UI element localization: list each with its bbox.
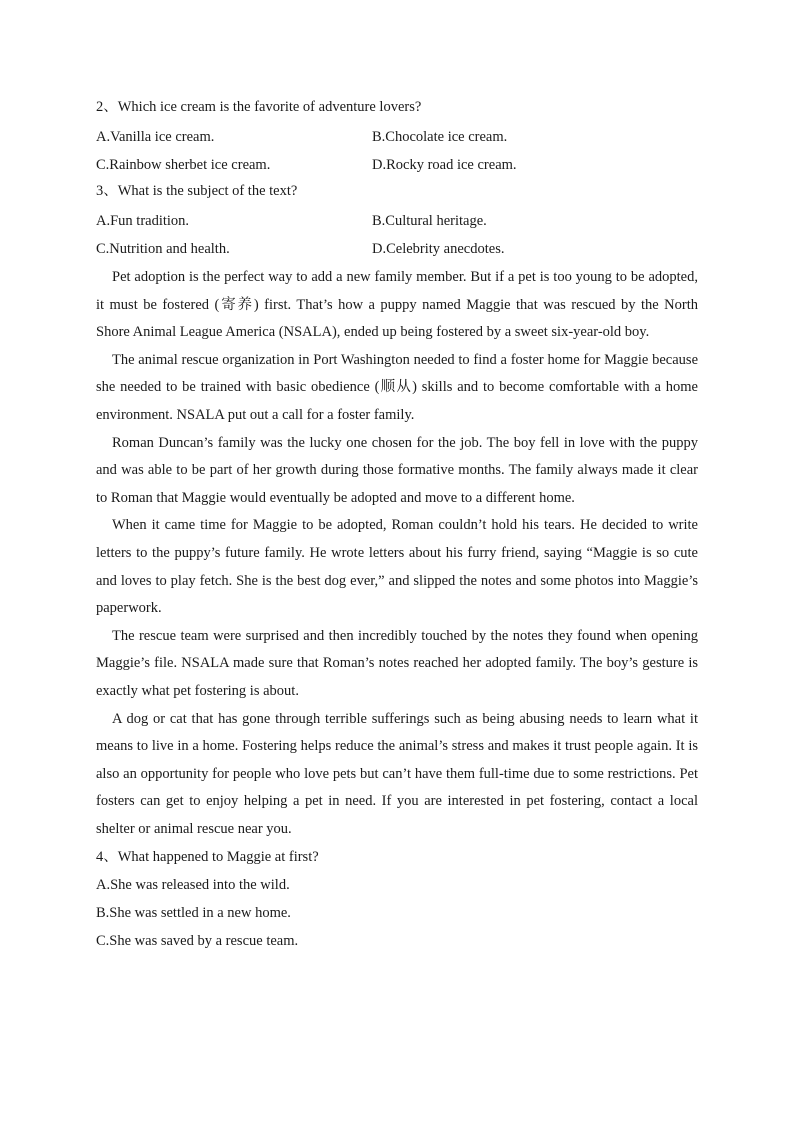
passage-paragraph-3: Roman Duncan’s family was the lucky one chosen for the job. The boy fell in love with the puppy and was able to be part of her growth during those formative months. The family always made it clear to Roman that Maggie would eventually be adopted and move to a different home. [96,434,698,506]
passage-paragraph-2: The animal rescue organization in Port Washington needed to find a foster home for Maggie because she needed to be trained with basic obedience (顺从) skills and to become comfortable with a home environment. NSALA put out a call for a foster family. [96,351,698,423]
question-4-stem: 4、What happened to Maggie at first? [96,849,319,866]
passage-paragraph-5: The rescue team were surprised and then incredibly touched by the notes they found when opening Maggie’s file. NSALA made sure that Roman’s notes reached her adopted family. The boy’s gesture is exactly what pet fostering is about. [96,627,698,699]
question-4-option-a: A.She was released into the wild. [96,877,290,894]
question-3-stem: 3、What is the subject of the text? [96,183,298,199]
question-3-option-d: D.Celebrity anecdotes. [372,241,505,257]
question-4-option-b: B.She was settled in a new home. [96,905,291,922]
passage-paragraph-1: Pet adoption is the perfect way to add a new family member. But if a pet is too young to be adopted, it must be fostered (寄养) first. That’s how a puppy named Maggie that was rescued by the North Shore Animal League America (NSALA), ended up being fostered by a sweet six-year-old boy. [96,269,698,341]
question-3-option-b: B.Cultural heritage. [372,213,487,229]
question-2-options-row-2 [96,152,698,180]
passage-paragraph-4: When it came time for Maggie to be adopted, Roman couldn’t hold his tears. He decided to write letters to the puppy’s future family. He wrote letters about his furry friend, saying “Maggie is so cute and loves to play fetch. She is the best dog ever,” and slipped the notes and some photos into Maggie’s paperwork. [96,517,698,617]
question-2-options-row-1 [96,124,698,152]
question-3-options-row-2 [96,236,698,264]
question-2-option-d: D.Rocky road ice cream. [372,157,517,173]
document-page [96,96,698,955]
question-3-option-c: C.Nutrition and health. [96,241,230,257]
question-3-options-row-1 [96,208,698,236]
question-3-option-a: A.Fun tradition. [96,213,190,229]
question-4-option-c: C.She was saved by a rescue team. [96,933,299,950]
passage-paragraph-6: A dog or cat that has gone through terrible sufferings such as being abusing needs to learn what it means to live in a home. Fostering helps reduce the animal’s stress and makes it trust people again. It is also an opportunity for people who love pets but can’t have them full-time due to some restrictions. Pet fosters can get to enjoy helping a pet in need. If you are interested in pet fostering, contact a local shelter or animal rescue near you. [96,710,698,837]
question-2-option-c: C.Rainbow sherbet ice cream. [96,157,271,173]
question-2-option-a: A.Vanilla ice cream. [96,129,215,145]
question-2-option-b: B.Chocolate ice cream. [372,129,508,145]
question-2-stem: 2、Which ice cream is the favorite of adventure lovers? [96,99,422,115]
